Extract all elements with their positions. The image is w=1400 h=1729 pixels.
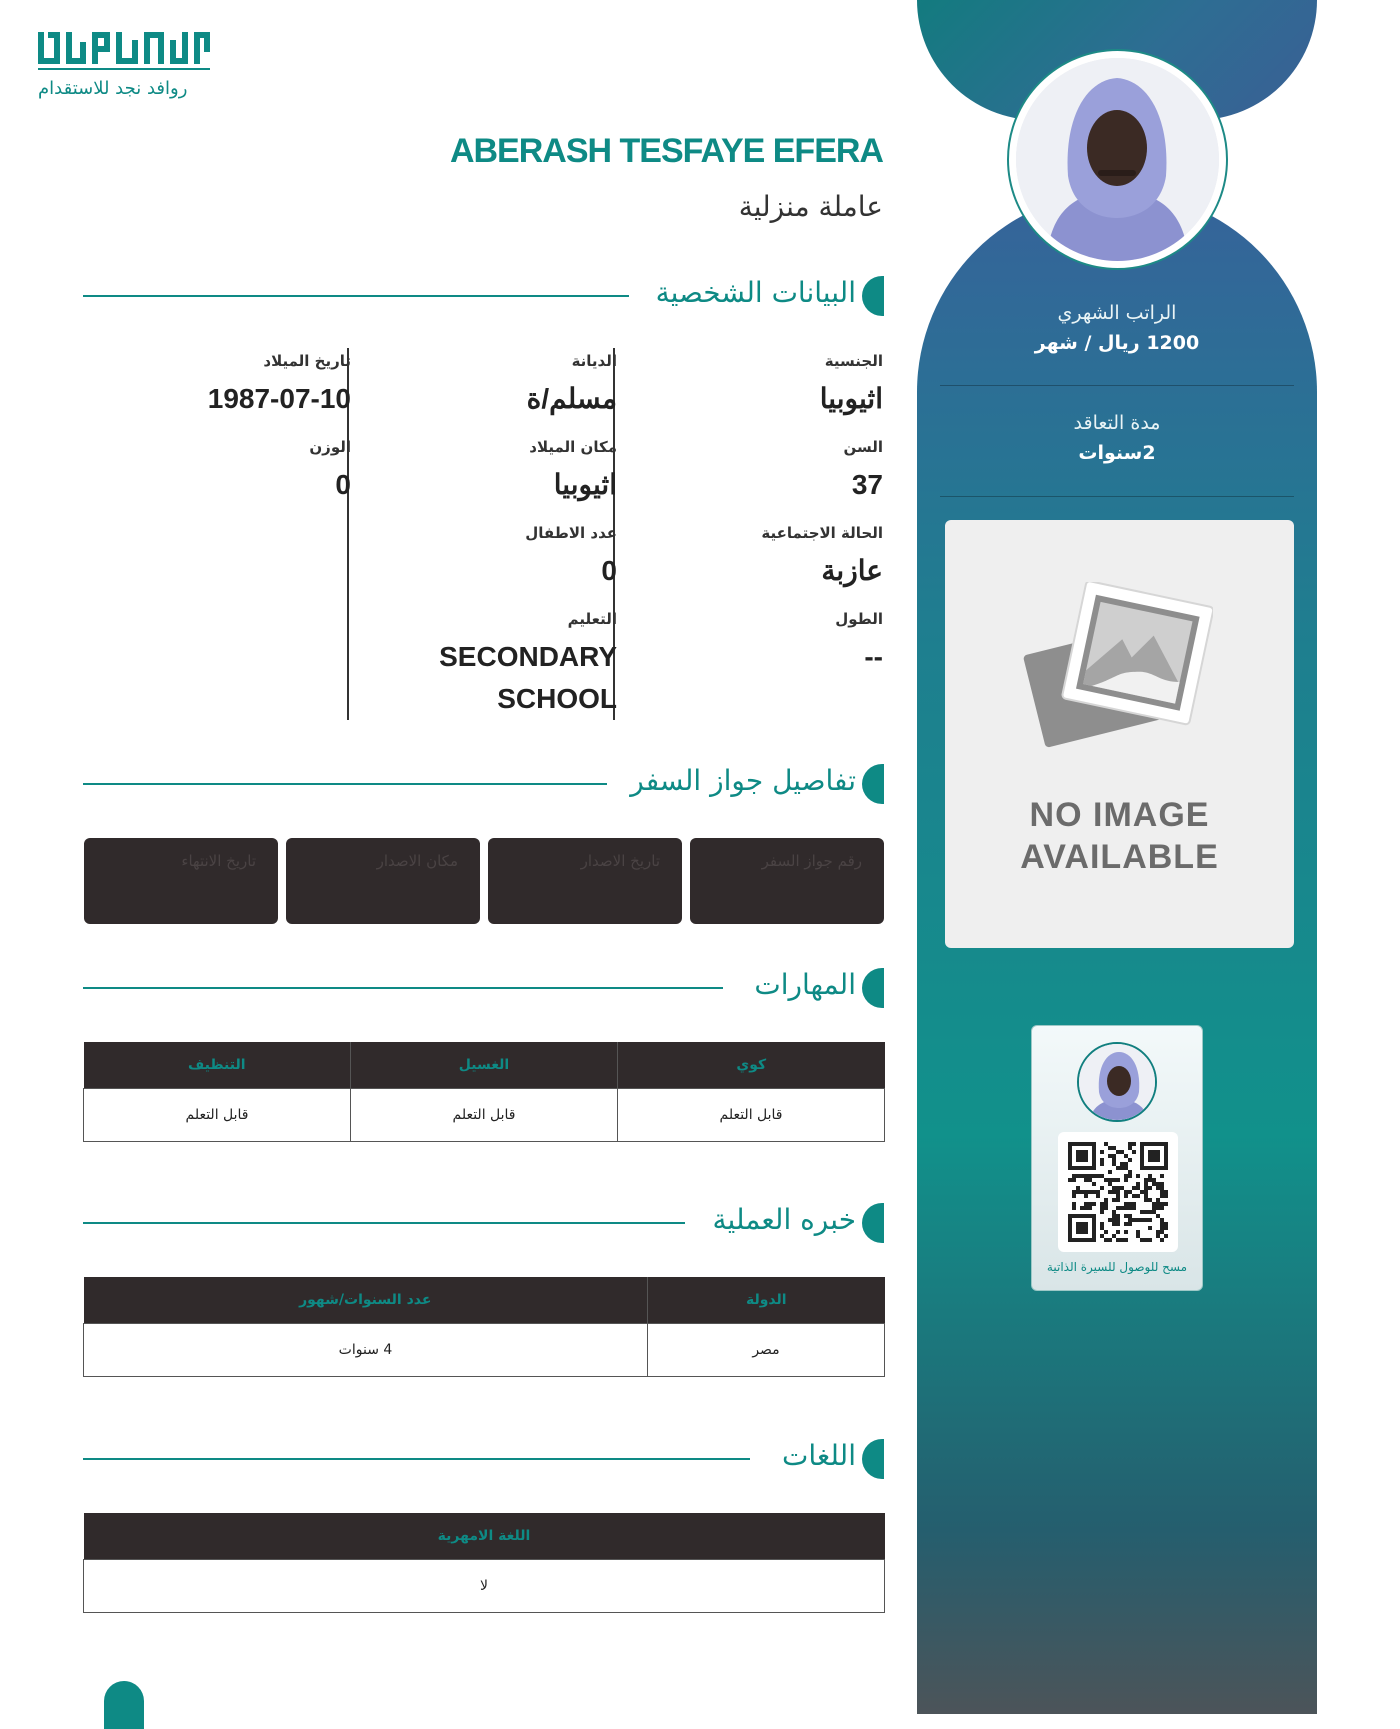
field-label: الطول [835, 610, 883, 628]
sidebar-divider [940, 385, 1294, 386]
section-line [83, 1458, 750, 1460]
table-cell: مصر [648, 1323, 885, 1376]
section-marker [862, 968, 884, 1008]
field-label: الوزن [309, 438, 351, 456]
field-value: SECONDARY SCHOOL [439, 641, 617, 714]
section-title-skills: المهارات [754, 968, 856, 1001]
no-image-line-1: NO IMAGE [1029, 796, 1210, 834]
section-header-personal [83, 274, 884, 318]
section-header-languages [83, 1437, 884, 1481]
section-title-passport: تفاصيل جواز السفر [630, 764, 856, 797]
table-header: عدد السنوات/شهور [84, 1277, 648, 1323]
table-row [84, 1088, 885, 1141]
table-header: الدولة [648, 1277, 885, 1323]
passport-issue-date-label: تاريخ الاصدار [580, 852, 660, 870]
section-header-skills [83, 966, 884, 1010]
field-value: عازبة [821, 555, 883, 586]
salary-block [917, 302, 1317, 354]
field-height [835, 610, 883, 678]
table-header: الغسيل [351, 1042, 618, 1088]
qr-card [1031, 1025, 1203, 1291]
passport-issue-place-box [286, 838, 480, 924]
section-line [83, 295, 629, 297]
table-header: كوي [618, 1042, 885, 1088]
table-header-row [84, 1277, 885, 1323]
field-value: 1987-07-10 [207, 383, 351, 414]
table-header: التنظيف [84, 1042, 351, 1088]
field-label: الحالة الاجتماعية [761, 524, 883, 542]
field-value: مسلم/ة [526, 383, 617, 414]
field-label: تاريخ الميلاد [263, 352, 351, 370]
qr-code-icon [1058, 1132, 1178, 1252]
field-value: اثيوبيا [819, 383, 883, 414]
table-header-row [84, 1513, 885, 1559]
person-photo-small-icon [1079, 1044, 1157, 1122]
section-marker [862, 1203, 884, 1243]
table-row [84, 1559, 885, 1612]
section-line [83, 1222, 685, 1224]
section-title-experience: خبره العملية [712, 1203, 856, 1236]
salary-label: الراتب الشهري [1057, 302, 1177, 324]
table-header: اللغة الامهرية [84, 1513, 885, 1559]
field-education [417, 610, 617, 720]
section-title-personal: البيانات الشخصية [655, 276, 856, 309]
passport-expiry-label: تاريخ الانتهاء [181, 852, 256, 870]
passport-number-label: رقم جواز السفر [761, 852, 862, 870]
candidate-photo [1016, 58, 1219, 261]
qr-caption: مسح للوصول للسيرة الذاتية [1046, 1260, 1188, 1274]
field-birth-place [529, 438, 617, 506]
languages-table [83, 1513, 885, 1613]
candidate-name: ABERASH TESFAYE EFERA [449, 132, 883, 170]
table-header-row [84, 1042, 885, 1088]
person-photo-icon [1016, 58, 1219, 261]
no-image-text [945, 794, 1294, 878]
field-value: 0 [335, 469, 351, 500]
passport-expiry-box [84, 838, 278, 924]
field-label: التعليم [567, 610, 617, 628]
sidebar-divider [940, 496, 1294, 497]
decorative-tab [104, 1681, 144, 1729]
table-cell: قابل التعلم [618, 1088, 885, 1141]
field-value: 0 [601, 555, 617, 586]
no-image-placeholder [945, 520, 1294, 948]
skills-table [83, 1042, 885, 1142]
field-religion [527, 352, 617, 420]
passport-issue-date-box [488, 838, 682, 924]
field-children [525, 524, 617, 592]
table-row [84, 1323, 885, 1376]
qr-code[interactable] [1058, 1132, 1178, 1252]
section-line [83, 987, 723, 989]
logo-mark-icon [38, 28, 210, 72]
field-value: -- [864, 641, 883, 672]
section-marker [862, 764, 884, 804]
field-marital-status [761, 524, 883, 592]
field-value: اثيوبيا [553, 469, 617, 500]
field-birth-date [208, 352, 351, 420]
field-label: مكان الميلاد [529, 438, 617, 456]
section-header-experience [83, 1201, 884, 1245]
table-cell: 4 سنوات [84, 1323, 648, 1376]
field-weight [309, 438, 351, 506]
no-image-placeholder-icon [1023, 582, 1213, 752]
card-photo [1077, 1042, 1157, 1122]
section-title-languages: اللغات [782, 1439, 856, 1472]
passport-number-box [690, 838, 884, 924]
field-nationality [820, 352, 883, 420]
field-label: عدد الاطفال [525, 524, 617, 542]
company-logo [38, 28, 216, 99]
salary-value: 1200 ريال / شهر [1034, 332, 1200, 354]
section-header-passport [83, 762, 884, 806]
section-line [83, 783, 607, 785]
table-cell: قابل التعلم [84, 1088, 351, 1141]
contract-value: 2سنوات [1078, 442, 1156, 464]
contract-block [917, 412, 1317, 464]
contract-label: مدة التعاقد [1073, 412, 1161, 434]
logo-tagline: روافد نجد للاستقدام [38, 78, 188, 99]
section-marker [862, 1439, 884, 1479]
section-marker [862, 276, 884, 316]
field-label: السن [843, 438, 883, 456]
table-cell: قابل التعلم [351, 1088, 618, 1141]
field-value: 37 [851, 469, 883, 500]
field-age [843, 438, 883, 506]
field-label: الديانة [571, 352, 617, 370]
field-label: الجنسية [824, 352, 883, 370]
candidate-title: عاملة منزلية [738, 190, 883, 223]
passport-issue-place-label: مكان الاصدار [376, 852, 458, 870]
experience-table [83, 1277, 885, 1377]
table-cell: لا [84, 1559, 885, 1612]
no-image-line-2: AVAILABLE [1020, 838, 1219, 876]
